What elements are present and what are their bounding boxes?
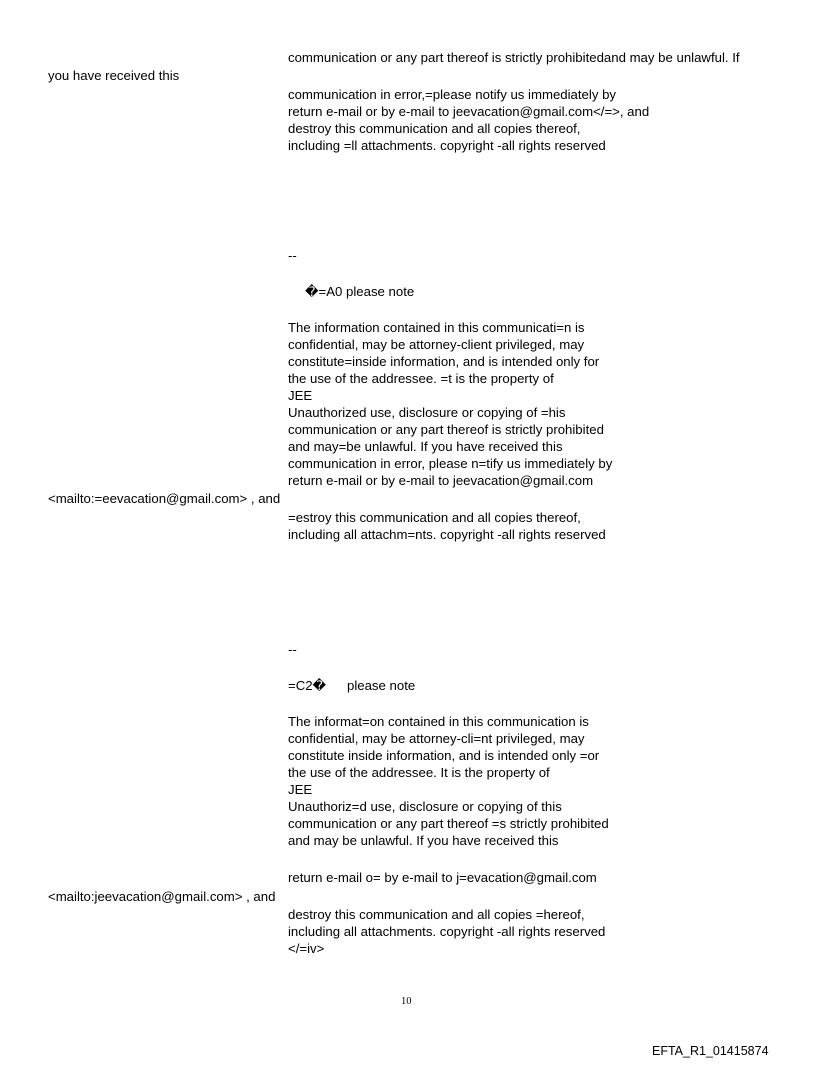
- body-text-line: JEE: [288, 388, 313, 403]
- notice-heading: �=A0 please note: [305, 284, 415, 299]
- body-text-line: Unauthoriz=d use, disclosure or copying of this: [288, 799, 562, 814]
- body-text-line: communication or any part thereof is strictly prohibited: [288, 422, 604, 437]
- body-text-line: communication in error, please n=tify us immediately by: [288, 456, 613, 471]
- mailto-line: <mailto:=eevacation@gmail.com> , and: [48, 491, 281, 506]
- body-text-line: including =ll attachments. copyright -all rights reserved: [288, 138, 606, 153]
- body-text-line: confidential, may be attorney-client privileged, may: [288, 337, 585, 352]
- body-text-line: =estroy this communication and all copies thereof,: [288, 510, 581, 525]
- separator: --: [288, 248, 297, 263]
- body-text-line: Unauthorized use, disclosure or copying of =his: [288, 405, 566, 420]
- body-text-line: and may be unlawful. If you have received this: [288, 833, 559, 848]
- body-text-line: communication or any part thereof =s strictly prohibited: [288, 816, 609, 831]
- body-text-line: communication in error,=please notify us immediately by: [288, 87, 617, 102]
- body-text-line: you have received this: [48, 68, 180, 83]
- body-text-line: JEE: [288, 782, 313, 797]
- body-text-line: communication or any part thereof is strictly prohibitedand may be unlawful. If: [288, 50, 740, 65]
- body-text-line: including all attachm=nts. copyright -all rights reserved: [288, 527, 606, 542]
- body-text-line: confidential, may be attorney-cli=nt privileged, may: [288, 731, 585, 746]
- separator: --: [288, 642, 297, 657]
- mailto-line: <mailto:jeevacation@gmail.com> , and: [48, 889, 276, 904]
- body-text-line: destroy this communication and all copies =hereof,: [288, 907, 585, 922]
- body-text-line: and may=be unlawful. If you have received this: [288, 439, 563, 454]
- notice-heading-prefix: =C2�: [288, 678, 327, 693]
- page-number: 10: [401, 996, 412, 1007]
- document-id: EFTA_R1_01415874: [652, 1044, 769, 1058]
- body-text-line: return e-mail o= by e-mail to j=evacation@gmail.com: [288, 870, 597, 885]
- body-text-line: the use of the addressee. It is the property of: [288, 765, 550, 780]
- body-text-line: The informat=on contained in this communication is: [288, 714, 589, 729]
- notice-heading: please note: [347, 678, 416, 693]
- body-text-line: return e-mail or by e-mail to jeevacation@gmail.com</=>, and: [288, 104, 650, 119]
- body-text-line: the use of the addressee. =t is the property of: [288, 371, 554, 386]
- body-text-line: destroy this communication and all copies thereof,: [288, 121, 581, 136]
- body-text-line: The information contained in this communicati=n is: [288, 320, 585, 335]
- body-text-line: including all attachments. copyright -all rights reserved: [288, 924, 606, 939]
- body-text-line: return e-mail or by e-mail to jeevacation@gmail.com: [288, 473, 594, 488]
- body-text-line: </=iv>: [288, 941, 325, 956]
- body-text-line: constitute inside information, and is intended only =or: [288, 748, 600, 763]
- body-text-line: constitute=inside information, and is intended only for: [288, 354, 600, 369]
